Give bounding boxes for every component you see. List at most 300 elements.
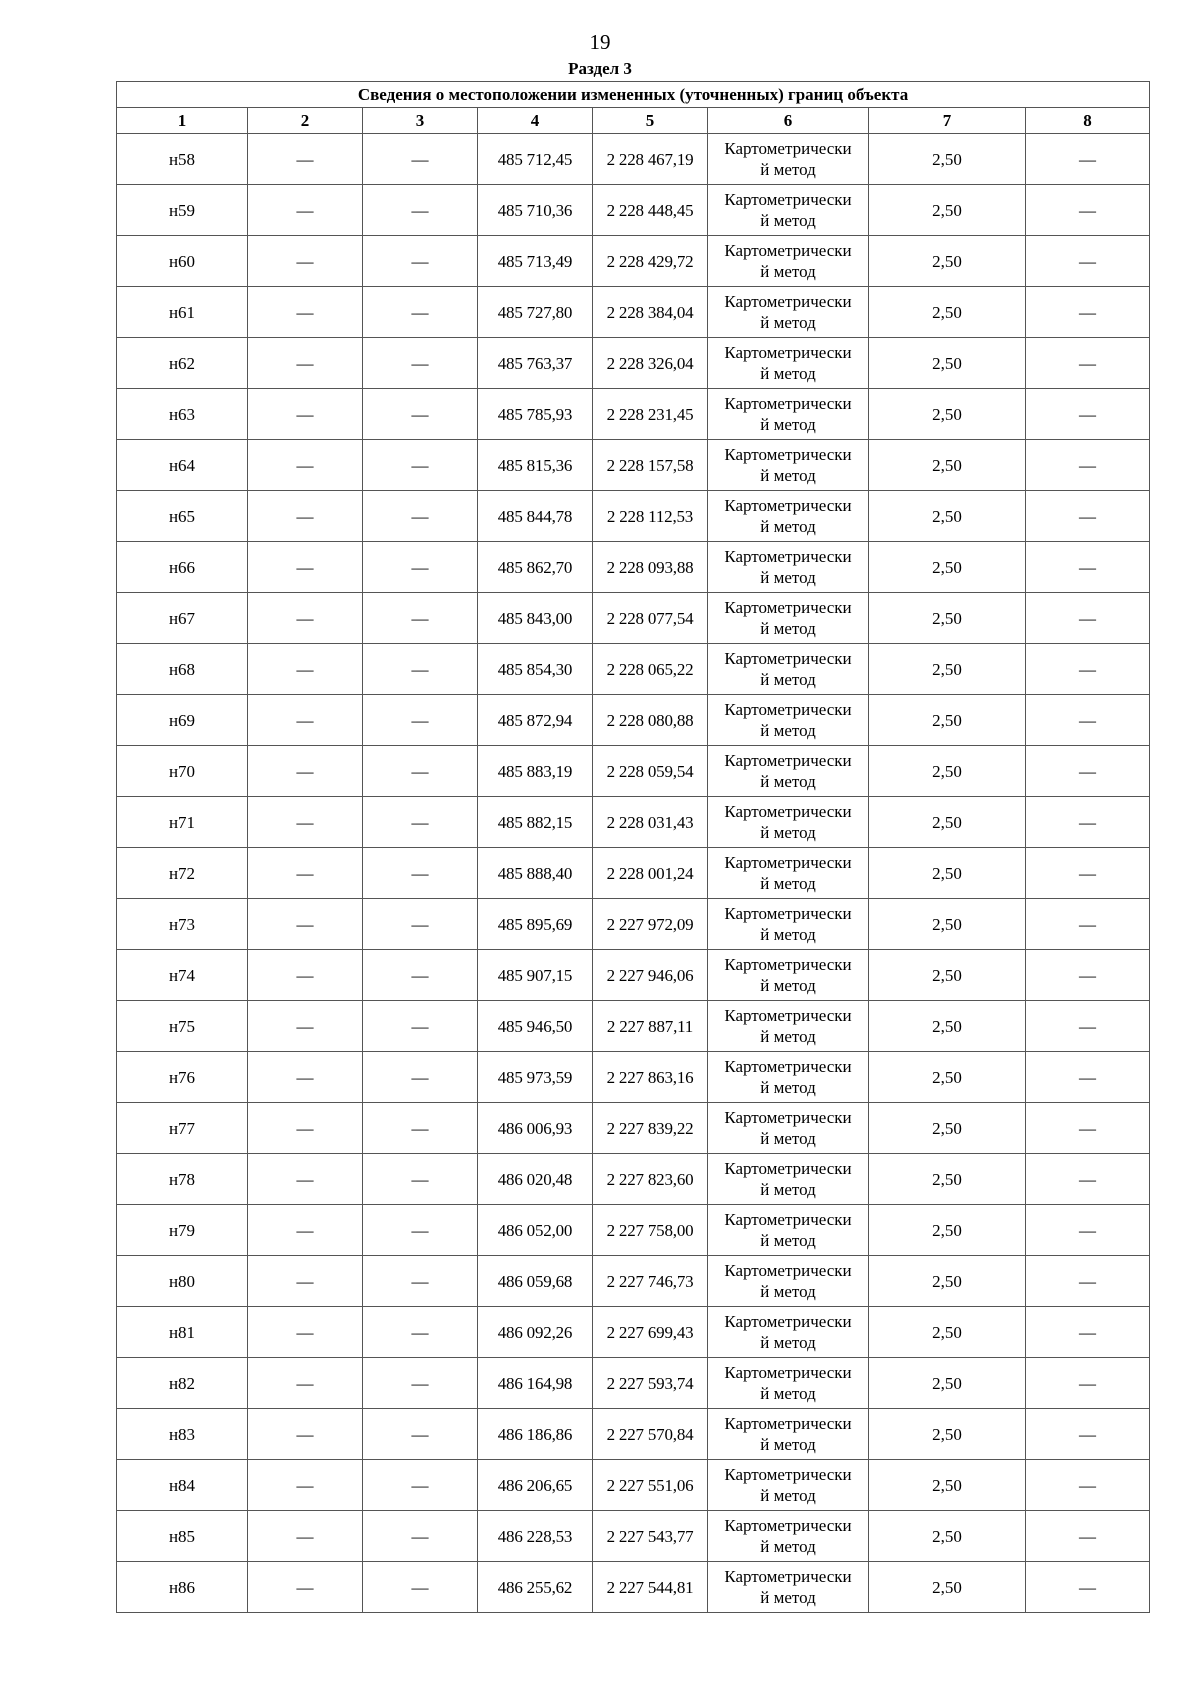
table-row xyxy=(117,797,1150,848)
point-number-cell: н84 xyxy=(117,1460,248,1511)
table-row xyxy=(117,899,1150,950)
method-text-line-2: й метод xyxy=(760,1180,816,1199)
x-coordinate-cell: 486 186,86 xyxy=(478,1409,593,1460)
column-8-cell: — xyxy=(1026,899,1150,950)
method-cell xyxy=(708,440,869,491)
column-3-cell: — xyxy=(363,287,478,338)
method-text-line-2: й метод xyxy=(760,415,816,434)
x-coordinate-cell: 486 092,26 xyxy=(478,1307,593,1358)
table-row xyxy=(117,1307,1150,1358)
x-coordinate-cell: 485 895,69 xyxy=(478,899,593,950)
accuracy-cell: 2,50 xyxy=(869,389,1026,440)
column-8-cell: — xyxy=(1026,1154,1150,1205)
x-coordinate-cell: 485 872,94 xyxy=(478,695,593,746)
column-3-cell: — xyxy=(363,389,478,440)
table-row xyxy=(117,1460,1150,1511)
method-text-line-1: Картометрически xyxy=(724,190,852,209)
column-8-cell: — xyxy=(1026,236,1150,287)
y-coordinate-cell: 2 227 543,77 xyxy=(593,1511,708,1562)
column-3-cell: — xyxy=(363,134,478,185)
column-3-cell: — xyxy=(363,593,478,644)
column-2-cell: — xyxy=(248,1103,363,1154)
column-3-cell: — xyxy=(363,1460,478,1511)
column-3-cell: — xyxy=(363,1358,478,1409)
method-text-line-2: й метод xyxy=(760,1129,816,1148)
point-number-cell: н76 xyxy=(117,1052,248,1103)
table-row xyxy=(117,1256,1150,1307)
point-number-cell: н81 xyxy=(117,1307,248,1358)
point-number-cell: н59 xyxy=(117,185,248,236)
boundary-table xyxy=(116,81,1150,1613)
method-text-line-1: Картометрически xyxy=(724,1261,852,1280)
table-row xyxy=(117,389,1150,440)
method-cell xyxy=(708,1001,869,1052)
column-8-cell: — xyxy=(1026,695,1150,746)
method-text-line-1: Картометрически xyxy=(724,139,852,158)
x-coordinate-cell: 485 862,70 xyxy=(478,542,593,593)
column-number-row xyxy=(117,108,1150,134)
accuracy-cell: 2,50 xyxy=(869,1154,1026,1205)
column-8-cell: — xyxy=(1026,1256,1150,1307)
method-text-line-2: й метод xyxy=(760,313,816,332)
method-text-line-1: Картометрически xyxy=(724,955,852,974)
point-number-cell: н79 xyxy=(117,1205,248,1256)
accuracy-cell: 2,50 xyxy=(869,1307,1026,1358)
method-text-line-2: й метод xyxy=(760,1078,816,1097)
y-coordinate-cell: 2 228 093,88 xyxy=(593,542,708,593)
column-2-cell: — xyxy=(248,542,363,593)
point-number-cell: н83 xyxy=(117,1409,248,1460)
accuracy-cell: 2,50 xyxy=(869,440,1026,491)
table-row xyxy=(117,950,1150,1001)
method-text-line-2: й метод xyxy=(760,823,816,842)
method-text-line-1: Картометрически xyxy=(724,802,852,821)
x-coordinate-cell: 485 815,36 xyxy=(478,440,593,491)
column-2-cell: — xyxy=(248,185,363,236)
method-cell xyxy=(708,695,869,746)
method-text-line-2: й метод xyxy=(760,925,816,944)
point-number-cell: н67 xyxy=(117,593,248,644)
method-cell xyxy=(708,593,869,644)
y-coordinate-cell: 2 227 863,16 xyxy=(593,1052,708,1103)
table-row xyxy=(117,1001,1150,1052)
column-number: 5 xyxy=(593,108,708,134)
accuracy-cell: 2,50 xyxy=(869,1460,1026,1511)
column-8-cell: — xyxy=(1026,1103,1150,1154)
column-8-cell: — xyxy=(1026,440,1150,491)
x-coordinate-cell: 485 973,59 xyxy=(478,1052,593,1103)
method-text-line-1: Картометрически xyxy=(724,751,852,770)
method-text-line-2: й метод xyxy=(760,262,816,281)
column-2-cell: — xyxy=(248,287,363,338)
y-coordinate-cell: 2 228 429,72 xyxy=(593,236,708,287)
y-coordinate-cell: 2 227 746,73 xyxy=(593,1256,708,1307)
method-cell xyxy=(708,1409,869,1460)
accuracy-cell: 2,50 xyxy=(869,1205,1026,1256)
column-number: 6 xyxy=(708,108,869,134)
x-coordinate-cell: 486 228,53 xyxy=(478,1511,593,1562)
column-3-cell: — xyxy=(363,644,478,695)
column-3-cell: — xyxy=(363,1256,478,1307)
y-coordinate-cell: 2 227 593,74 xyxy=(593,1358,708,1409)
column-2-cell: — xyxy=(248,1409,363,1460)
column-2-cell: — xyxy=(248,1154,363,1205)
point-number-cell: н74 xyxy=(117,950,248,1001)
column-number: 2 xyxy=(248,108,363,134)
column-8-cell: — xyxy=(1026,1562,1150,1613)
table-row xyxy=(117,542,1150,593)
x-coordinate-cell: 485 888,40 xyxy=(478,848,593,899)
x-coordinate-cell: 486 052,00 xyxy=(478,1205,593,1256)
table-row xyxy=(117,1562,1150,1613)
method-text-line-1: Картометрически xyxy=(724,1057,852,1076)
accuracy-cell: 2,50 xyxy=(869,593,1026,644)
x-coordinate-cell: 485 843,00 xyxy=(478,593,593,644)
column-3-cell: — xyxy=(363,236,478,287)
method-cell xyxy=(708,1205,869,1256)
y-coordinate-cell: 2 227 972,09 xyxy=(593,899,708,950)
table-row xyxy=(117,746,1150,797)
x-coordinate-cell: 485 763,37 xyxy=(478,338,593,389)
accuracy-cell: 2,50 xyxy=(869,1256,1026,1307)
column-3-cell: — xyxy=(363,1103,478,1154)
column-3-cell: — xyxy=(363,338,478,389)
method-text-line-1: Картометрически xyxy=(724,1414,852,1433)
x-coordinate-cell: 485 882,15 xyxy=(478,797,593,848)
column-3-cell: — xyxy=(363,746,478,797)
method-cell xyxy=(708,644,869,695)
table-body xyxy=(117,134,1150,1613)
method-cell xyxy=(708,1358,869,1409)
accuracy-cell: 2,50 xyxy=(869,1103,1026,1154)
accuracy-cell: 2,50 xyxy=(869,338,1026,389)
y-coordinate-cell: 2 228 031,43 xyxy=(593,797,708,848)
method-cell xyxy=(708,1307,869,1358)
method-text-line-2: й метод xyxy=(760,1537,816,1556)
column-8-cell: — xyxy=(1026,797,1150,848)
method-text-line-2: й метод xyxy=(760,874,816,893)
method-text-line-2: й метод xyxy=(760,1282,816,1301)
y-coordinate-cell: 2 228 112,53 xyxy=(593,491,708,542)
method-cell xyxy=(708,542,869,593)
method-text-line-2: й метод xyxy=(760,1027,816,1046)
column-2-cell: — xyxy=(248,848,363,899)
point-number-cell: н65 xyxy=(117,491,248,542)
y-coordinate-cell: 2 227 699,43 xyxy=(593,1307,708,1358)
column-8-cell: — xyxy=(1026,848,1150,899)
table-row xyxy=(117,185,1150,236)
column-number: 4 xyxy=(478,108,593,134)
table-row xyxy=(117,236,1150,287)
method-text-line-1: Картометрически xyxy=(724,292,852,311)
point-number-cell: н61 xyxy=(117,287,248,338)
method-text-line-1: Картометрически xyxy=(724,1516,852,1535)
y-coordinate-cell: 2 228 231,45 xyxy=(593,389,708,440)
point-number-cell: н72 xyxy=(117,848,248,899)
accuracy-cell: 2,50 xyxy=(869,848,1026,899)
method-text-line-1: Картометрически xyxy=(724,904,852,923)
method-cell xyxy=(708,236,869,287)
table-row xyxy=(117,593,1150,644)
method-text-line-2: й метод xyxy=(760,1588,816,1607)
column-2-cell: — xyxy=(248,746,363,797)
column-2-cell: — xyxy=(248,695,363,746)
y-coordinate-cell: 2 228 467,19 xyxy=(593,134,708,185)
accuracy-cell: 2,50 xyxy=(869,644,1026,695)
column-8-cell: — xyxy=(1026,1307,1150,1358)
column-number: 1 xyxy=(117,108,248,134)
column-8-cell: — xyxy=(1026,1409,1150,1460)
y-coordinate-cell: 2 227 946,06 xyxy=(593,950,708,1001)
method-cell xyxy=(708,1052,869,1103)
y-coordinate-cell: 2 228 001,24 xyxy=(593,848,708,899)
method-cell xyxy=(708,1256,869,1307)
method-text-line-1: Картометрически xyxy=(724,547,852,566)
method-text-line-2: й метод xyxy=(760,160,816,179)
x-coordinate-cell: 486 006,93 xyxy=(478,1103,593,1154)
accuracy-cell: 2,50 xyxy=(869,695,1026,746)
column-8-cell: — xyxy=(1026,644,1150,695)
x-coordinate-cell: 485 946,50 xyxy=(478,1001,593,1052)
accuracy-cell: 2,50 xyxy=(869,746,1026,797)
method-text-line-2: й метод xyxy=(760,1486,816,1505)
y-coordinate-cell: 2 228 448,45 xyxy=(593,185,708,236)
method-cell xyxy=(708,389,869,440)
y-coordinate-cell: 2 227 544,81 xyxy=(593,1562,708,1613)
section-title: Раздел 3 xyxy=(568,59,632,78)
accuracy-cell: 2,50 xyxy=(869,1562,1026,1613)
y-coordinate-cell: 2 228 065,22 xyxy=(593,644,708,695)
point-number-cell: н77 xyxy=(117,1103,248,1154)
x-coordinate-cell: 486 206,65 xyxy=(478,1460,593,1511)
x-coordinate-cell: 486 059,68 xyxy=(478,1256,593,1307)
column-8-cell: — xyxy=(1026,1358,1150,1409)
column-2-cell: — xyxy=(248,593,363,644)
table-row xyxy=(117,491,1150,542)
table-row xyxy=(117,1154,1150,1205)
method-cell xyxy=(708,1460,869,1511)
point-number-cell: н78 xyxy=(117,1154,248,1205)
column-8-cell: — xyxy=(1026,389,1150,440)
column-3-cell: — xyxy=(363,695,478,746)
table-row xyxy=(117,848,1150,899)
table-row xyxy=(117,287,1150,338)
column-3-cell: — xyxy=(363,440,478,491)
point-number-cell: н69 xyxy=(117,695,248,746)
table-row xyxy=(117,644,1150,695)
method-text-line-1: Картометрически xyxy=(724,853,852,872)
y-coordinate-cell: 2 227 551,06 xyxy=(593,1460,708,1511)
column-2-cell: — xyxy=(248,1256,363,1307)
column-2-cell: — xyxy=(248,389,363,440)
column-8-cell: — xyxy=(1026,542,1150,593)
method-text-line-2: й метод xyxy=(760,1384,816,1403)
point-number-cell: н62 xyxy=(117,338,248,389)
accuracy-cell: 2,50 xyxy=(869,950,1026,1001)
column-8-cell: — xyxy=(1026,1511,1150,1562)
column-3-cell: — xyxy=(363,1307,478,1358)
method-cell xyxy=(708,746,869,797)
method-cell xyxy=(708,1103,869,1154)
x-coordinate-cell: 486 164,98 xyxy=(478,1358,593,1409)
method-cell xyxy=(708,797,869,848)
column-8-cell: — xyxy=(1026,185,1150,236)
method-text-line-2: й метод xyxy=(760,1231,816,1250)
point-number-cell: н82 xyxy=(117,1358,248,1409)
column-2-cell: — xyxy=(248,1205,363,1256)
column-3-cell: — xyxy=(363,1409,478,1460)
accuracy-cell: 2,50 xyxy=(869,236,1026,287)
method-cell xyxy=(708,848,869,899)
method-text-line-2: й метод xyxy=(760,466,816,485)
y-coordinate-cell: 2 228 157,58 xyxy=(593,440,708,491)
method-text-line-1: Картометрически xyxy=(724,343,852,362)
column-2-cell: — xyxy=(248,1562,363,1613)
column-3-cell: — xyxy=(363,1511,478,1562)
method-text-line-2: й метод xyxy=(760,364,816,383)
column-3-cell: — xyxy=(363,1562,478,1613)
method-text-line-2: й метод xyxy=(760,1435,816,1454)
table-row xyxy=(117,440,1150,491)
accuracy-cell: 2,50 xyxy=(869,542,1026,593)
column-3-cell: — xyxy=(363,542,478,593)
table-caption: Сведения о местоположении измененных (уточненных) границ объекта xyxy=(117,82,1150,108)
column-number: 8 xyxy=(1026,108,1150,134)
y-coordinate-cell: 2 227 887,11 xyxy=(593,1001,708,1052)
accuracy-cell: 2,50 xyxy=(869,899,1026,950)
point-number-cell: н80 xyxy=(117,1256,248,1307)
column-2-cell: — xyxy=(248,797,363,848)
column-3-cell: — xyxy=(363,950,478,1001)
point-number-cell: н75 xyxy=(117,1001,248,1052)
column-3-cell: — xyxy=(363,797,478,848)
x-coordinate-cell: 485 854,30 xyxy=(478,644,593,695)
x-coordinate-cell: 485 712,45 xyxy=(478,134,593,185)
point-number-cell: н86 xyxy=(117,1562,248,1613)
table-row xyxy=(117,134,1150,185)
column-8-cell: — xyxy=(1026,593,1150,644)
table-row xyxy=(117,1052,1150,1103)
column-3-cell: — xyxy=(363,491,478,542)
column-2-cell: — xyxy=(248,338,363,389)
method-text-line-2: й метод xyxy=(760,211,816,230)
column-2-cell: — xyxy=(248,1511,363,1562)
point-number-cell: н73 xyxy=(117,899,248,950)
method-text-line-2: й метод xyxy=(760,976,816,995)
column-8-cell: — xyxy=(1026,746,1150,797)
method-text-line-1: Картометрически xyxy=(724,1108,852,1127)
column-8-cell: — xyxy=(1026,1052,1150,1103)
table-row xyxy=(117,695,1150,746)
method-text-line-1: Картометрически xyxy=(724,700,852,719)
column-3-cell: — xyxy=(363,185,478,236)
column-3-cell: — xyxy=(363,1205,478,1256)
table-row xyxy=(117,1205,1150,1256)
method-text-line-2: й метод xyxy=(760,1333,816,1352)
table-caption-row xyxy=(117,82,1150,108)
method-text-line-2: й метод xyxy=(760,721,816,740)
x-coordinate-cell: 485 713,49 xyxy=(478,236,593,287)
point-number-cell: н66 xyxy=(117,542,248,593)
accuracy-cell: 2,50 xyxy=(869,134,1026,185)
table-row xyxy=(117,1409,1150,1460)
method-cell xyxy=(708,134,869,185)
x-coordinate-cell: 485 785,93 xyxy=(478,389,593,440)
column-8-cell: — xyxy=(1026,1460,1150,1511)
point-number-cell: н68 xyxy=(117,644,248,695)
column-2-cell: — xyxy=(248,1052,363,1103)
column-3-cell: — xyxy=(363,899,478,950)
table-row xyxy=(117,1511,1150,1562)
accuracy-cell: 2,50 xyxy=(869,1409,1026,1460)
column-3-cell: — xyxy=(363,1154,478,1205)
column-2-cell: — xyxy=(248,644,363,695)
x-coordinate-cell: 485 844,78 xyxy=(478,491,593,542)
y-coordinate-cell: 2 227 758,00 xyxy=(593,1205,708,1256)
method-text-line-1: Картометрически xyxy=(724,1363,852,1382)
method-text-line-2: й метод xyxy=(760,568,816,587)
column-8-cell: — xyxy=(1026,1001,1150,1052)
point-number-cell: н60 xyxy=(117,236,248,287)
y-coordinate-cell: 2 227 570,84 xyxy=(593,1409,708,1460)
x-coordinate-cell: 485 907,15 xyxy=(478,950,593,1001)
method-cell xyxy=(708,950,869,1001)
method-text-line-1: Картометрически xyxy=(724,241,852,260)
column-8-cell: — xyxy=(1026,287,1150,338)
accuracy-cell: 2,50 xyxy=(869,1052,1026,1103)
method-text-line-1: Картометрически xyxy=(724,394,852,413)
method-text-line-2: й метод xyxy=(760,772,816,791)
accuracy-cell: 2,50 xyxy=(869,797,1026,848)
column-number: 3 xyxy=(363,108,478,134)
x-coordinate-cell: 485 710,36 xyxy=(478,185,593,236)
column-number: 7 xyxy=(869,108,1026,134)
table-row xyxy=(117,1103,1150,1154)
method-text-line-1: Картометрически xyxy=(724,496,852,515)
point-number-cell: н58 xyxy=(117,134,248,185)
method-cell xyxy=(708,1154,869,1205)
column-3-cell: — xyxy=(363,1001,478,1052)
column-2-cell: — xyxy=(248,236,363,287)
column-2-cell: — xyxy=(248,1460,363,1511)
table-row xyxy=(117,1358,1150,1409)
column-2-cell: — xyxy=(248,134,363,185)
y-coordinate-cell: 2 228 080,88 xyxy=(593,695,708,746)
y-coordinate-cell: 2 227 823,60 xyxy=(593,1154,708,1205)
accuracy-cell: 2,50 xyxy=(869,1001,1026,1052)
method-text-line-1: Картометрически xyxy=(724,1567,852,1586)
column-3-cell: — xyxy=(363,1052,478,1103)
method-text-line-2: й метод xyxy=(760,670,816,689)
column-2-cell: — xyxy=(248,950,363,1001)
point-number-cell: н85 xyxy=(117,1511,248,1562)
point-number-cell: н64 xyxy=(117,440,248,491)
method-cell xyxy=(708,899,869,950)
column-2-cell: — xyxy=(248,1001,363,1052)
column-8-cell: — xyxy=(1026,1205,1150,1256)
point-number-cell: н71 xyxy=(117,797,248,848)
accuracy-cell: 2,50 xyxy=(869,491,1026,542)
x-coordinate-cell: 485 883,19 xyxy=(478,746,593,797)
method-text-line-1: Картометрически xyxy=(724,445,852,464)
column-8-cell: — xyxy=(1026,950,1150,1001)
method-cell xyxy=(708,185,869,236)
method-text-line-2: й метод xyxy=(760,517,816,536)
point-number-cell: н70 xyxy=(117,746,248,797)
method-text-line-1: Картометрически xyxy=(724,1159,852,1178)
method-text-line-1: Картометрически xyxy=(724,1312,852,1331)
method-text-line-1: Картометрически xyxy=(724,1210,852,1229)
